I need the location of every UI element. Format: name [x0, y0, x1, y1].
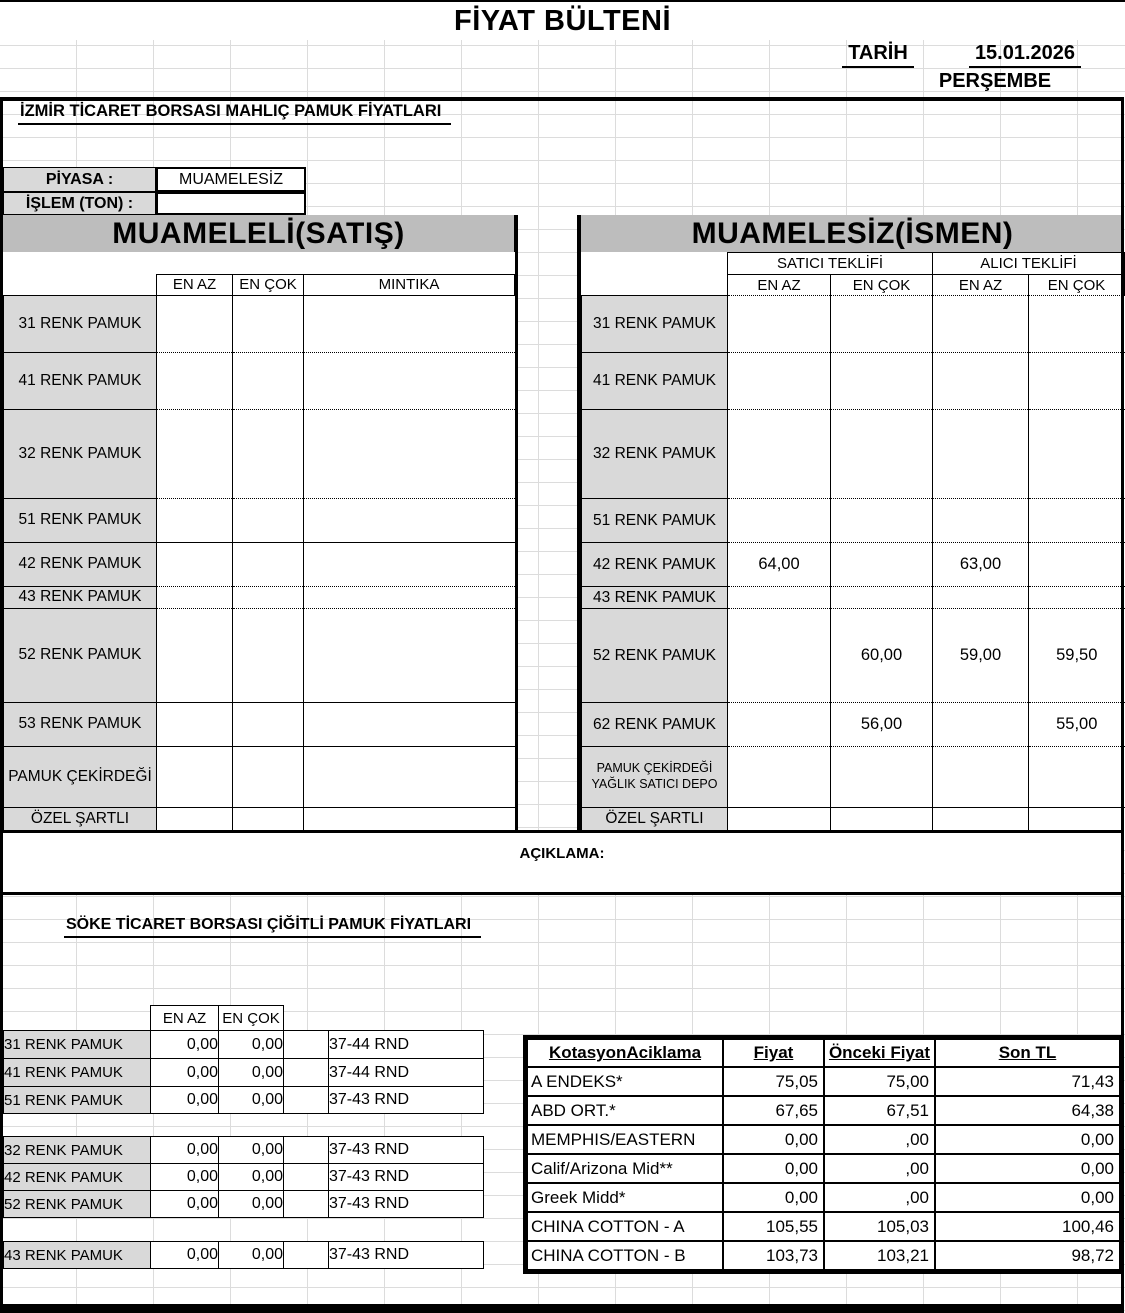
- group-header-satici: SATICI TEKLİFİ: [728, 253, 933, 275]
- cell-en-cok: 0,00: [219, 1059, 284, 1087]
- cell-en-az: [157, 586, 233, 608]
- cell-alici-en-az: [933, 499, 1029, 543]
- soke-table: [3, 1005, 484, 1269]
- cell-fiyat: 105,55: [723, 1212, 824, 1241]
- table-row: [4, 1114, 484, 1137]
- cell-alici-en-cok: [1029, 808, 1125, 831]
- cell-son-tl: 0,00: [935, 1183, 1120, 1212]
- table-row: [4, 542, 515, 586]
- cell-en-cok: [233, 498, 304, 542]
- cell-en-az: 0,00: [151, 1031, 219, 1059]
- kotasyon-label: CHINA COTTON - B: [527, 1241, 723, 1270]
- table-row: [4, 746, 515, 807]
- cell-alici-en-az: [933, 808, 1029, 831]
- cell-satici-en-az: [728, 808, 831, 831]
- row-label: 42 RENK PAMUK: [582, 543, 728, 587]
- cell-en-cok: 0,00: [219, 1137, 284, 1164]
- table-row: [582, 747, 1125, 808]
- cell-satici-en-az: [728, 587, 831, 609]
- cell-en-cok: 0,00: [219, 1242, 284, 1269]
- row-label: 43 RENK PAMUK: [4, 1242, 151, 1269]
- cell-en-az: 0,00: [151, 1059, 219, 1087]
- day-value: PERŞEMBE: [938, 70, 1052, 92]
- cell-son-tl: 71,43: [935, 1067, 1120, 1096]
- cell-satici-en-cok: [831, 808, 933, 831]
- cell-alici-en-az: [933, 703, 1029, 747]
- cell-onceki-fiyat: 105,03: [824, 1212, 935, 1241]
- kotasyon-label: Calif/Arizona Mid**: [527, 1154, 723, 1183]
- row-label: 42 RENK PAMUK: [4, 1164, 151, 1191]
- table-row: [4, 252, 515, 274]
- right-banner: MUAMELESİZ(İSMEN): [577, 215, 1124, 252]
- cell-en-az: 0,00: [151, 1087, 219, 1114]
- cell-en-az: 0,00: [151, 1164, 219, 1191]
- col-header-en-cok: EN ÇOK: [219, 1006, 284, 1031]
- table-row: [4, 274, 515, 295]
- col-header-en-cok: EN ÇOK: [1029, 275, 1125, 296]
- cell-onceki-fiyat: 103,21: [824, 1241, 935, 1270]
- cell-empty: [284, 1031, 329, 1059]
- table-row: [527, 1241, 1120, 1270]
- col-header-en-az: EN AZ: [728, 275, 831, 296]
- col-header-en-az: EN AZ: [157, 274, 233, 295]
- row-label: 41 RENK PAMUK: [4, 1059, 151, 1087]
- cell-satici-en-cok: [831, 587, 933, 609]
- row-label: 32 RENK PAMUK: [4, 1137, 151, 1164]
- col-header-fiyat: Fiyat: [723, 1039, 824, 1067]
- cell-satici-en-cok: [831, 410, 933, 499]
- group-header-alici: ALICI TEKLİFİ: [933, 253, 1125, 275]
- cell-rnd: 37-43 RND: [329, 1242, 484, 1269]
- table-row: [582, 609, 1125, 703]
- cell-en-az: [157, 295, 233, 352]
- cell-rnd: 37-43 RND: [329, 1087, 484, 1114]
- cell-son-tl: 0,00: [935, 1154, 1120, 1183]
- cell-satici-en-cok: [831, 543, 933, 587]
- cell-en-cok: [233, 295, 304, 352]
- muamelesiz-table: [577, 252, 1124, 830]
- cell-satici-en-az: [728, 296, 831, 353]
- row-label: 31 RENK PAMUK: [582, 296, 728, 353]
- cell-son-tl: 100,46: [935, 1212, 1120, 1241]
- row-label: 52 RENK PAMUK: [4, 608, 157, 702]
- table-row: [4, 1242, 484, 1269]
- cell-rnd: 37-43 RND: [329, 1164, 484, 1191]
- kotasyon-label: ABD ORT.*: [527, 1096, 723, 1125]
- row-label: 43 RENK PAMUK: [582, 587, 728, 609]
- islem-value: [156, 192, 306, 215]
- cell-alici-en-az: [933, 296, 1029, 353]
- kotasyon-label: A ENDEKS*: [527, 1067, 723, 1096]
- cell-satici-en-az: [728, 499, 831, 543]
- table-row: [582, 353, 1125, 410]
- piyasa-value: MUAMELESİZ: [156, 167, 306, 192]
- cell-onceki-fiyat: 67,51: [824, 1096, 935, 1125]
- col-header-en-cok: EN ÇOK: [233, 274, 304, 295]
- cell-alici-en-az: [933, 587, 1029, 609]
- row-label: 53 RENK PAMUK: [4, 702, 157, 746]
- table-row: [527, 1067, 1120, 1096]
- page-title: FİYAT BÜLTENİ: [453, 4, 672, 37]
- cell-en-cok: 0,00: [219, 1087, 284, 1114]
- cell-mintika: [304, 702, 515, 746]
- cell-mintika: [304, 807, 515, 830]
- cell-alici-en-az: [933, 410, 1029, 499]
- table-row: [582, 808, 1125, 831]
- cell-en-az: [157, 746, 233, 807]
- cell-fiyat: 0,00: [723, 1154, 824, 1183]
- col-header-en-az: EN AZ: [151, 1006, 219, 1031]
- cell-alici-en-cok: 55,00: [1029, 703, 1125, 747]
- table-row: [4, 586, 515, 608]
- cell-en-cok: [233, 542, 304, 586]
- table-row: [582, 703, 1125, 747]
- row-label: 31 RENK PAMUK: [4, 1031, 151, 1059]
- cell-en-cok: [233, 608, 304, 702]
- aciklama-band: [0, 830, 1124, 895]
- cell-mintika: [304, 608, 515, 702]
- cell-en-cok: [233, 746, 304, 807]
- cell-en-cok: 0,00: [219, 1191, 284, 1218]
- table-row: [582, 296, 1125, 353]
- cell-en-cok: [233, 409, 304, 498]
- cell-satici-en-cok: 60,00: [831, 609, 933, 703]
- col-header-en-cok: EN ÇOK: [831, 275, 933, 296]
- table-row: [4, 702, 515, 746]
- cell-en-az: 0,00: [151, 1137, 219, 1164]
- table-row: [527, 1125, 1120, 1154]
- table-row: [582, 499, 1125, 543]
- cell-satici-en-az: [728, 609, 831, 703]
- kotasyon-label: MEMPHIS/EASTERN: [527, 1125, 723, 1154]
- cell-alici-en-az: [933, 353, 1029, 410]
- row-label: 62 RENK PAMUK: [582, 703, 728, 747]
- cell-alici-en-az: 59,00: [933, 609, 1029, 703]
- cell-en-cok: 0,00: [219, 1031, 284, 1059]
- cell-en-cok: [233, 586, 304, 608]
- cell-fiyat: 103,73: [723, 1241, 824, 1270]
- table-row: [4, 409, 515, 498]
- row-label: 41 RENK PAMUK: [4, 352, 157, 409]
- cell-empty: [284, 1137, 329, 1164]
- table-row: [582, 253, 1125, 275]
- table-row: [582, 410, 1125, 499]
- cell-satici-en-cok: [831, 353, 933, 410]
- cell-alici-en-cok: 59,50: [1029, 609, 1125, 703]
- islem-label: İŞLEM (TON) :: [3, 192, 156, 215]
- row-label: PAMUK ÇEKİRDEĞİ: [4, 746, 157, 807]
- row-label: 32 RENK PAMUK: [582, 410, 728, 499]
- cell-onceki-fiyat: ,00: [824, 1125, 935, 1154]
- cell-en-az: [157, 702, 233, 746]
- row-label: 42 RENK PAMUK: [4, 542, 157, 586]
- cell-satici-en-az: 64,00: [728, 543, 831, 587]
- cell-mintika: [304, 586, 515, 608]
- table-row: [527, 1154, 1120, 1183]
- table-row: [4, 1031, 484, 1059]
- cell-en-cok: [233, 702, 304, 746]
- cell-fiyat: 0,00: [723, 1183, 824, 1212]
- cell-satici-en-cok: [831, 296, 933, 353]
- table-row: [4, 1006, 484, 1031]
- cell-fiyat: 67,65: [723, 1096, 824, 1125]
- row-label: 32 RENK PAMUK: [4, 409, 157, 498]
- row-label: 51 RENK PAMUK: [4, 1087, 151, 1114]
- table-row: [527, 1183, 1120, 1212]
- row-label: 43 RENK PAMUK: [4, 586, 157, 608]
- left-banner: MUAMELELİ(SATIŞ): [3, 215, 518, 252]
- cell-en-az: 0,00: [151, 1191, 219, 1218]
- izmir-section-title: İZMİR TİCARET BORSASI MAHLIÇ PAMUK FİYATLARI: [18, 102, 451, 125]
- cell-alici-en-cok: [1029, 353, 1125, 410]
- col-header-en-az: EN AZ: [933, 275, 1029, 296]
- row-label: 51 RENK PAMUK: [4, 498, 157, 542]
- cell-rnd: 37-44 RND: [329, 1059, 484, 1087]
- cell-son-tl: 98,72: [935, 1241, 1120, 1270]
- cell-satici-en-az: [728, 353, 831, 410]
- cell-satici-en-az: [728, 410, 831, 499]
- cell-en-cok: [233, 352, 304, 409]
- table-row: [4, 1191, 484, 1218]
- table-row: [527, 1096, 1120, 1125]
- piyasa-label: PİYASA :: [3, 167, 156, 192]
- cell-alici-en-cok: [1029, 499, 1125, 543]
- cell-satici-en-cok: 56,00: [831, 703, 933, 747]
- col-header-mintika: MINTIKA: [304, 274, 515, 295]
- cell-rnd: 37-44 RND: [329, 1031, 484, 1059]
- table-row: [4, 1164, 484, 1191]
- cell-rnd: 37-43 RND: [329, 1191, 484, 1218]
- cell-rnd: 37-43 RND: [329, 1137, 484, 1164]
- kotasyon-label: Greek Midd*: [527, 1183, 723, 1212]
- cell-satici-en-cok: [831, 747, 933, 808]
- cell-empty: [284, 1087, 329, 1114]
- table-row: [4, 807, 515, 830]
- row-label: 52 RENK PAMUK: [4, 1191, 151, 1218]
- row-label: ÖZEL ŞARTLI: [4, 807, 157, 830]
- cell-son-tl: 64,38: [935, 1096, 1120, 1125]
- cell-en-cok: [233, 807, 304, 830]
- table-row: [4, 1218, 484, 1242]
- muameleli-table: [3, 252, 518, 830]
- cell-onceki-fiyat: ,00: [824, 1154, 935, 1183]
- table-row: [582, 543, 1125, 587]
- cell-en-az: [157, 498, 233, 542]
- col-header-son-tl: Son TL: [935, 1039, 1120, 1067]
- cell-mintika: [304, 542, 515, 586]
- table-row: [4, 608, 515, 702]
- cell-onceki-fiyat: ,00: [824, 1183, 935, 1212]
- table-row: [4, 498, 515, 542]
- row-label: 51 RENK PAMUK: [582, 499, 728, 543]
- cell-en-az: [157, 409, 233, 498]
- kotasyon-label: CHINA COTTON - A: [527, 1212, 723, 1241]
- row-label: 31 RENK PAMUK: [4, 295, 157, 352]
- cell-mintika: [304, 498, 515, 542]
- cell-fiyat: 0,00: [723, 1125, 824, 1154]
- cell-alici-en-cok: [1029, 296, 1125, 353]
- cell-en-cok: 0,00: [219, 1164, 284, 1191]
- table-row: [4, 1059, 484, 1087]
- cell-onceki-fiyat: 75,00: [824, 1067, 935, 1096]
- soke-section-title: SÖKE TİCARET BORSASI ÇİĞİTLİ PAMUK FİYATLARI: [64, 916, 481, 938]
- cell-fiyat: 75,05: [723, 1067, 824, 1096]
- cell-empty: [284, 1191, 329, 1218]
- table-row: [582, 587, 1125, 609]
- cell-mintika: [304, 409, 515, 498]
- col-header-onceki-fiyat: Önceki Fiyat: [824, 1039, 935, 1067]
- cell-mintika: [304, 352, 515, 409]
- cell-en-az: 0,00: [151, 1242, 219, 1269]
- table-row: [527, 1212, 1120, 1241]
- cell-alici-en-cok: [1029, 587, 1125, 609]
- cell-satici-en-cok: [831, 499, 933, 543]
- cell-empty: [284, 1242, 329, 1269]
- cell-satici-en-az: [728, 703, 831, 747]
- date-label: TARİH: [828, 42, 928, 68]
- cell-alici-en-az: 63,00: [933, 543, 1029, 587]
- cell-empty: [284, 1164, 329, 1191]
- cell-en-az: [157, 542, 233, 586]
- cell-alici-en-cok: [1029, 410, 1125, 499]
- title-row: [0, 0, 1125, 40]
- row-label: 52 RENK PAMUK: [582, 609, 728, 703]
- col-header-kotasyon: KotasyonAciklama: [527, 1039, 723, 1067]
- cell-alici-en-az: [933, 747, 1029, 808]
- table-row: [527, 1039, 1120, 1067]
- row-label: ÖZEL ŞARTLI: [582, 808, 728, 831]
- table-row: [4, 295, 515, 352]
- cell-son-tl: 0,00: [935, 1125, 1120, 1154]
- cell-empty: [284, 1059, 329, 1087]
- table-row: [4, 1087, 484, 1114]
- cell-en-az: [157, 352, 233, 409]
- table-row: [4, 352, 515, 409]
- cell-alici-en-cok: [1029, 747, 1125, 808]
- cell-en-az: [157, 807, 233, 830]
- table-row: [4, 1137, 484, 1164]
- aciklama-label: AÇIKLAMA:: [519, 845, 605, 862]
- cell-mintika: [304, 746, 515, 807]
- row-label: PAMUK ÇEKİRDEĞİ YAĞLIK SATICI DEPO: [582, 747, 728, 808]
- cell-satici-en-az: [728, 747, 831, 808]
- date-value: 15.01.2026: [945, 42, 1105, 68]
- kotasyon-table: [523, 1035, 1124, 1274]
- cell-alici-en-cok: [1029, 543, 1125, 587]
- cell-en-az: [157, 608, 233, 702]
- row-label: 41 RENK PAMUK: [582, 353, 728, 410]
- cell-mintika: [304, 295, 515, 352]
